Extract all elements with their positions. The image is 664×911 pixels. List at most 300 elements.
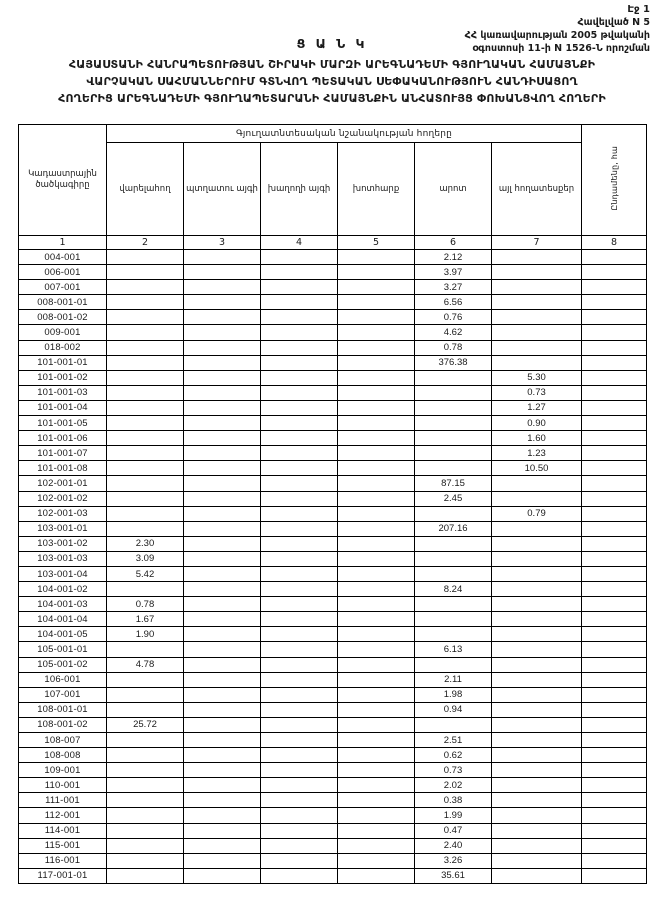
cell-total: [582, 823, 647, 838]
cell-other-lands: [492, 763, 582, 778]
cell-vineyard: [261, 310, 338, 325]
cell-arable: [107, 733, 184, 748]
cell-other-lands: 10.50: [492, 461, 582, 476]
cell-orchard: [184, 476, 261, 491]
cell-vineyard: [261, 763, 338, 778]
cell-cadastral-code: 101-001-03: [19, 385, 107, 400]
cell-vineyard: [261, 582, 338, 597]
cell-pasture: 0.38: [415, 793, 492, 808]
cell-pasture: 2.12: [415, 250, 492, 265]
cell-cadastral-code: 108-008: [19, 748, 107, 763]
table-row: [19, 582, 647, 597]
cell-arable: [107, 808, 184, 823]
cell-orchard: [184, 355, 261, 370]
cell-other-lands: [492, 838, 582, 853]
cell-cadastral-code: 104-001-04: [19, 612, 107, 627]
cell-vineyard: [261, 597, 338, 612]
cell-hayfield: [338, 325, 415, 340]
cell-cadastral-code: 007-001: [19, 280, 107, 295]
cell-vineyard: [261, 355, 338, 370]
cell-hayfield: [338, 355, 415, 370]
cell-hayfield: [338, 446, 415, 461]
cell-hayfield: [338, 672, 415, 687]
cell-orchard: [184, 808, 261, 823]
cell-vineyard: [261, 687, 338, 702]
cell-cadastral-code: 103-001-02: [19, 536, 107, 551]
cell-pasture: [415, 446, 492, 461]
cell-pasture: [415, 717, 492, 732]
cell-pasture: 35.61: [415, 868, 492, 883]
cell-total: [582, 657, 647, 672]
table-row: [19, 400, 647, 415]
cell-total: [582, 748, 647, 763]
cell-orchard: [184, 657, 261, 672]
table-header: [19, 125, 647, 250]
table-row: [19, 491, 647, 506]
cell-total: [582, 566, 647, 581]
table-row: [19, 461, 647, 476]
table-row: [19, 355, 647, 370]
cell-vineyard: [261, 265, 338, 280]
cell-orchard: [184, 627, 261, 642]
cell-cadastral-code: 004-001: [19, 250, 107, 265]
cell-other-lands: [492, 566, 582, 581]
cell-pasture: 2.40: [415, 838, 492, 853]
cell-cadastral-code: 114-001: [19, 823, 107, 838]
cell-arable: [107, 370, 184, 385]
cell-vineyard: [261, 446, 338, 461]
cell-total: [582, 265, 647, 280]
cell-orchard: [184, 446, 261, 461]
cell-orchard: [184, 536, 261, 551]
cell-arable: [107, 642, 184, 657]
cell-hayfield: [338, 295, 415, 310]
cell-vineyard: [261, 400, 338, 415]
column-number-row: [19, 236, 647, 250]
cell-pasture: [415, 597, 492, 612]
cell-pasture: 1.98: [415, 687, 492, 702]
cell-arable: [107, 265, 184, 280]
cell-total: [582, 687, 647, 702]
cell-total: [582, 551, 647, 566]
table-row: [19, 597, 647, 612]
cell-orchard: [184, 416, 261, 431]
cell-hayfield: [338, 551, 415, 566]
column-group-header-agricultural: Գյուղատնտեսական նշանակության հողերը: [107, 125, 582, 143]
cell-pasture: [415, 461, 492, 476]
cell-other-lands: [492, 853, 582, 868]
table-row: [19, 416, 647, 431]
cell-arable: [107, 431, 184, 446]
column-header-other-lands: այլ հողատեսքեր: [492, 143, 582, 236]
cell-orchard: [184, 400, 261, 415]
cell-pasture: 1.99: [415, 808, 492, 823]
cell-arable: [107, 476, 184, 491]
document-kind: Ց Ա Ն Կ: [296, 36, 368, 51]
cell-orchard: [184, 566, 261, 581]
cell-total: [582, 582, 647, 597]
cell-vineyard: [261, 868, 338, 883]
cell-total: [582, 416, 647, 431]
cell-cadastral-code: 105-001-01: [19, 642, 107, 657]
cell-other-lands: [492, 717, 582, 732]
cell-total: [582, 536, 647, 551]
cell-pasture: 0.73: [415, 763, 492, 778]
cell-vineyard: [261, 672, 338, 687]
cell-arable: [107, 793, 184, 808]
cell-cadastral-code: 115-001: [19, 838, 107, 853]
cell-orchard: [184, 868, 261, 883]
cell-arable: [107, 672, 184, 687]
cell-hayfield: [338, 702, 415, 717]
cell-total: [582, 763, 647, 778]
cell-pasture: [415, 400, 492, 415]
cell-orchard: [184, 506, 261, 521]
cell-orchard: [184, 491, 261, 506]
cell-cadastral-code: 102-001-03: [19, 506, 107, 521]
cell-orchard: [184, 748, 261, 763]
cell-orchard: [184, 717, 261, 732]
cell-total: [582, 295, 647, 310]
cell-pasture: 2.11: [415, 672, 492, 687]
cell-other-lands: 0.79: [492, 506, 582, 521]
cell-pasture: [415, 416, 492, 431]
cell-vineyard: [261, 627, 338, 642]
cell-pasture: [415, 551, 492, 566]
cell-arable: 4.78: [107, 657, 184, 672]
cell-other-lands: [492, 280, 582, 295]
cell-cadastral-code: 101-001-04: [19, 400, 107, 415]
table-row: [19, 325, 647, 340]
table-row: [19, 310, 647, 325]
cell-vineyard: [261, 536, 338, 551]
table-row: [19, 612, 647, 627]
cell-total: [582, 280, 647, 295]
cell-total: [582, 853, 647, 868]
cell-pasture: 2.45: [415, 491, 492, 506]
table-row: [19, 295, 647, 310]
cell-arable: [107, 310, 184, 325]
cell-vineyard: [261, 431, 338, 446]
table-row: [19, 265, 647, 280]
column-header-arable: վարելահող: [107, 143, 184, 236]
table-body: [19, 250, 647, 884]
cell-cadastral-code: 104-001-03: [19, 597, 107, 612]
cell-orchard: [184, 672, 261, 687]
cell-arable: 3.09: [107, 551, 184, 566]
table-row: [19, 280, 647, 295]
cell-total: [582, 310, 647, 325]
cell-pasture: [415, 627, 492, 642]
cell-orchard: [184, 265, 261, 280]
cell-hayfield: [338, 823, 415, 838]
cell-other-lands: 1.60: [492, 431, 582, 446]
cell-hayfield: [338, 717, 415, 732]
cell-arable: [107, 823, 184, 838]
cell-other-lands: [492, 808, 582, 823]
cell-vineyard: [261, 717, 338, 732]
cell-orchard: [184, 853, 261, 868]
cell-cadastral-code: 106-001: [19, 672, 107, 687]
cell-arable: [107, 702, 184, 717]
cell-cadastral-code: 105-001-02: [19, 657, 107, 672]
cell-total: [582, 340, 647, 355]
cell-hayfield: [338, 491, 415, 506]
cell-vineyard: [261, 778, 338, 793]
cell-arable: [107, 748, 184, 763]
cell-arable: [107, 491, 184, 506]
column-header-pasture: արոտ: [415, 143, 492, 236]
cell-cadastral-code: 018-002: [19, 340, 107, 355]
cell-hayfield: [338, 793, 415, 808]
cell-pasture: 0.62: [415, 748, 492, 763]
cell-orchard: [184, 325, 261, 340]
cell-hayfield: [338, 340, 415, 355]
cell-hayfield: [338, 733, 415, 748]
table-row: [19, 385, 647, 400]
cell-orchard: [184, 597, 261, 612]
cell-hayfield: [338, 838, 415, 853]
approval-line-1: Հավելված N 5: [577, 17, 650, 28]
column-number-6: 6: [415, 236, 492, 250]
table-row: [19, 778, 647, 793]
cell-vineyard: [261, 385, 338, 400]
cell-orchard: [184, 763, 261, 778]
cell-arable: 25.72: [107, 717, 184, 732]
cell-other-lands: 1.27: [492, 400, 582, 415]
cell-total: [582, 446, 647, 461]
document-title-line-1: ՀԱՅԱՍՏԱՆԻ ՀԱՆՐԱՊԵՏՈՒԹՅԱՆ ՇԻՐԱԿԻ ՄԱՐԶԻ ԱՐԵԳՆԱԴԵՄԻ ԳՅՈՒՂԱԿԱՆ ՀԱՄԱՅՆՔԻ: [68, 58, 596, 71]
cell-orchard: [184, 340, 261, 355]
cell-other-lands: [492, 355, 582, 370]
cell-hayfield: [338, 461, 415, 476]
cell-other-lands: [492, 582, 582, 597]
cell-orchard: [184, 295, 261, 310]
cell-hayfield: [338, 748, 415, 763]
cell-total: [582, 717, 647, 732]
cell-other-lands: [492, 868, 582, 883]
cell-arable: [107, 400, 184, 415]
cell-total: [582, 385, 647, 400]
cell-other-lands: [492, 295, 582, 310]
cell-other-lands: [492, 250, 582, 265]
cell-vineyard: [261, 808, 338, 823]
cell-arable: [107, 838, 184, 853]
cell-vineyard: [261, 823, 338, 838]
cell-vineyard: [261, 325, 338, 340]
cell-pasture: 3.27: [415, 280, 492, 295]
cell-hayfield: [338, 612, 415, 627]
cell-cadastral-code: 111-001: [19, 793, 107, 808]
cell-total: [582, 838, 647, 853]
cell-cadastral-code: 103-001-01: [19, 521, 107, 536]
table-row: [19, 506, 647, 521]
cell-vineyard: [261, 793, 338, 808]
table-row: [19, 702, 647, 717]
cell-orchard: [184, 778, 261, 793]
cell-pasture: 2.51: [415, 733, 492, 748]
cell-pasture: 0.94: [415, 702, 492, 717]
cell-pasture: [415, 506, 492, 521]
cell-other-lands: [492, 521, 582, 536]
column-number-1: 1: [19, 236, 107, 250]
cell-hayfield: [338, 400, 415, 415]
cell-cadastral-code: 009-001: [19, 325, 107, 340]
table-row: [19, 808, 647, 823]
table-row: [19, 868, 647, 883]
cell-vineyard: [261, 551, 338, 566]
cell-vineyard: [261, 370, 338, 385]
cell-vineyard: [261, 748, 338, 763]
cell-vineyard: [261, 491, 338, 506]
table-row: [19, 446, 647, 461]
cell-hayfield: [338, 808, 415, 823]
column-header-hayfield: խոտհարք: [338, 143, 415, 236]
cell-total: [582, 778, 647, 793]
table-row: [19, 627, 647, 642]
document-title: [0, 56, 664, 107]
cell-cadastral-code: 117-001-01: [19, 868, 107, 883]
table-row: [19, 687, 647, 702]
column-header-vineyard: խաղողի այգի: [261, 143, 338, 236]
cell-total: [582, 521, 647, 536]
cell-cadastral-code: 104-001-02: [19, 582, 107, 597]
cell-pasture: [415, 385, 492, 400]
cell-other-lands: [492, 657, 582, 672]
cell-arable: [107, 250, 184, 265]
document-title-line-3: ՀՈՂԵՐԻՑ ԱՐԵԳՆԱԴԵՄԻ ԳՅՈՒՂԱՊԵՏԱՐԱՆԻ ՀԱՄԱՅՆՔԻՆ ԱՆՀԱՏՈՒՅՑ ՓՈԽԱՆՑՎՈՂ ՀՈՂԵՐԻ: [58, 92, 606, 105]
cell-hayfield: [338, 416, 415, 431]
cell-cadastral-code: 103-001-04: [19, 566, 107, 581]
cell-total: [582, 476, 647, 491]
cell-pasture: [415, 612, 492, 627]
cell-pasture: [415, 431, 492, 446]
cell-total: [582, 431, 647, 446]
cell-cadastral-code: 107-001: [19, 687, 107, 702]
cell-orchard: [184, 250, 261, 265]
cell-cadastral-code: 108-001-01: [19, 702, 107, 717]
table-row: [19, 551, 647, 566]
cell-total: [582, 597, 647, 612]
table-row: [19, 431, 647, 446]
cell-orchard: [184, 461, 261, 476]
column-header-total: [582, 125, 647, 236]
cell-vineyard: [261, 702, 338, 717]
column-header-total-label: Ընդամենը, հա: [609, 145, 619, 211]
cell-other-lands: [492, 778, 582, 793]
cell-arable: [107, 868, 184, 883]
cell-other-lands: [492, 793, 582, 808]
table-row: [19, 717, 647, 732]
table-row: [19, 763, 647, 778]
column-number-2: 2: [107, 236, 184, 250]
cell-vineyard: [261, 416, 338, 431]
table-row: [19, 823, 647, 838]
cell-other-lands: [492, 325, 582, 340]
cell-other-lands: 0.73: [492, 385, 582, 400]
cell-pasture: 0.78: [415, 340, 492, 355]
cell-cadastral-code: 102-001-02: [19, 491, 107, 506]
cell-orchard: [184, 521, 261, 536]
cell-orchard: [184, 733, 261, 748]
cell-orchard: [184, 370, 261, 385]
cell-vineyard: [261, 566, 338, 581]
cell-hayfield: [338, 566, 415, 581]
cell-other-lands: 5.30: [492, 370, 582, 385]
cell-other-lands: [492, 627, 582, 642]
cell-total: [582, 793, 647, 808]
cell-total: [582, 370, 647, 385]
page-number: Էջ 1: [627, 4, 650, 15]
cell-vineyard: [261, 853, 338, 868]
cell-other-lands: [492, 265, 582, 280]
cell-other-lands: [492, 748, 582, 763]
cell-pasture: 87.15: [415, 476, 492, 491]
cell-hayfield: [338, 642, 415, 657]
cell-pasture: 4.62: [415, 325, 492, 340]
cell-pasture: 207.16: [415, 521, 492, 536]
cell-cadastral-code: 101-001-07: [19, 446, 107, 461]
cell-orchard: [184, 582, 261, 597]
cell-arable: [107, 461, 184, 476]
cell-pasture: [415, 536, 492, 551]
cell-other-lands: [492, 672, 582, 687]
cell-arable: [107, 416, 184, 431]
cell-hayfield: [338, 853, 415, 868]
cell-other-lands: [492, 340, 582, 355]
cell-vineyard: [261, 521, 338, 536]
cell-hayfield: [338, 310, 415, 325]
cell-other-lands: [492, 551, 582, 566]
cell-arable: [107, 385, 184, 400]
cell-vineyard: [261, 476, 338, 491]
cell-total: [582, 627, 647, 642]
cell-orchard: [184, 431, 261, 446]
cell-orchard: [184, 551, 261, 566]
cell-orchard: [184, 280, 261, 295]
cell-arable: 5.42: [107, 566, 184, 581]
cell-vineyard: [261, 612, 338, 627]
cell-total: [582, 672, 647, 687]
cell-other-lands: [492, 642, 582, 657]
column-header-orchard: պտղատու այգի: [184, 143, 261, 236]
cell-other-lands: [492, 733, 582, 748]
cell-total: [582, 612, 647, 627]
cell-other-lands: [492, 476, 582, 491]
cell-cadastral-code: 008-001-01: [19, 295, 107, 310]
cell-total: [582, 400, 647, 415]
cell-cadastral-code: 116-001: [19, 853, 107, 868]
cell-arable: 1.90: [107, 627, 184, 642]
column-number-8: 8: [582, 236, 647, 250]
cell-hayfield: [338, 506, 415, 521]
cell-other-lands: [492, 310, 582, 325]
table-row: [19, 536, 647, 551]
cell-other-lands: 1.23: [492, 446, 582, 461]
cell-cadastral-code: 110-001: [19, 778, 107, 793]
cell-hayfield: [338, 265, 415, 280]
cell-vineyard: [261, 733, 338, 748]
cell-vineyard: [261, 295, 338, 310]
table-row: [19, 370, 647, 385]
cell-other-lands: [492, 702, 582, 717]
cell-pasture: 2.02: [415, 778, 492, 793]
cell-orchard: [184, 612, 261, 627]
cell-other-lands: [492, 491, 582, 506]
cell-cadastral-code: 006-001: [19, 265, 107, 280]
cell-orchard: [184, 793, 261, 808]
cell-total: [582, 733, 647, 748]
